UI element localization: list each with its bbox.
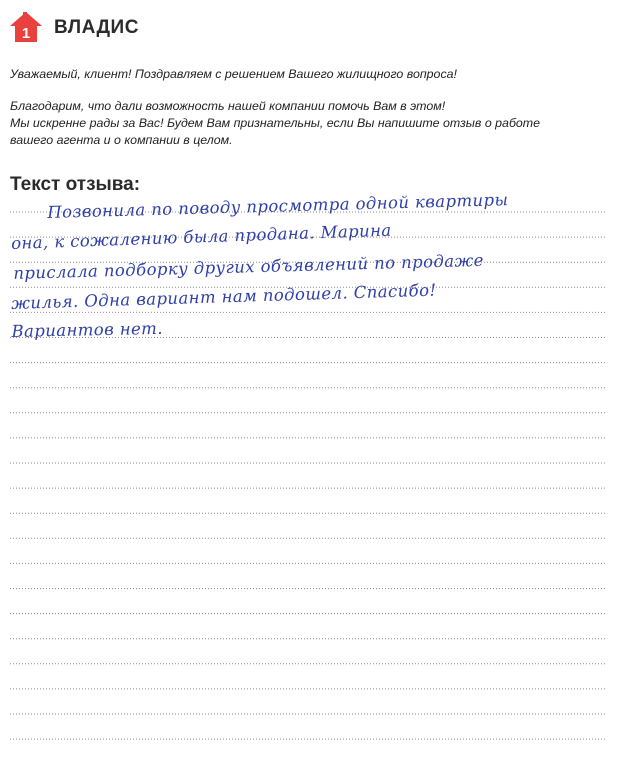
handwritten-line-3: прислала подборку других объявлений по продаже [13, 250, 485, 283]
ruled-lines-svg [10, 0, 606, 768]
handwritten-line-4: жилья. Одна вариант нам подошел. Спасибо! [10, 280, 437, 313]
thanks-line-2: Мы искренне рады за Вас! Будем Вам признательны, если Вы напишите отзыв о работе [10, 116, 541, 130]
ruled-lines [10, 0, 606, 768]
handwritten-line-1: Позвонила по поводу просмотра одной квартиры [47, 190, 509, 222]
logo-digit: 1 [21, 25, 31, 42]
handwritten-line-5: Вариантов нет. [11, 318, 164, 341]
greeting-line: Уважаемый, клиент! Поздравляем с решением Вашего жилищного вопроса! [10, 67, 457, 81]
thanks-line-1: Благодарим, что дали возможность нашей компании помочь Вам в этом! [10, 99, 446, 113]
thanks-line-3: вашего агента и о компании в целом. [10, 133, 233, 147]
brand-name: ВЛАДИС [54, 17, 139, 38]
review-title: Текст отзыва: [10, 174, 141, 195]
handwritten-line-2: она, к сожалению была продана. Марина [10, 220, 392, 253]
